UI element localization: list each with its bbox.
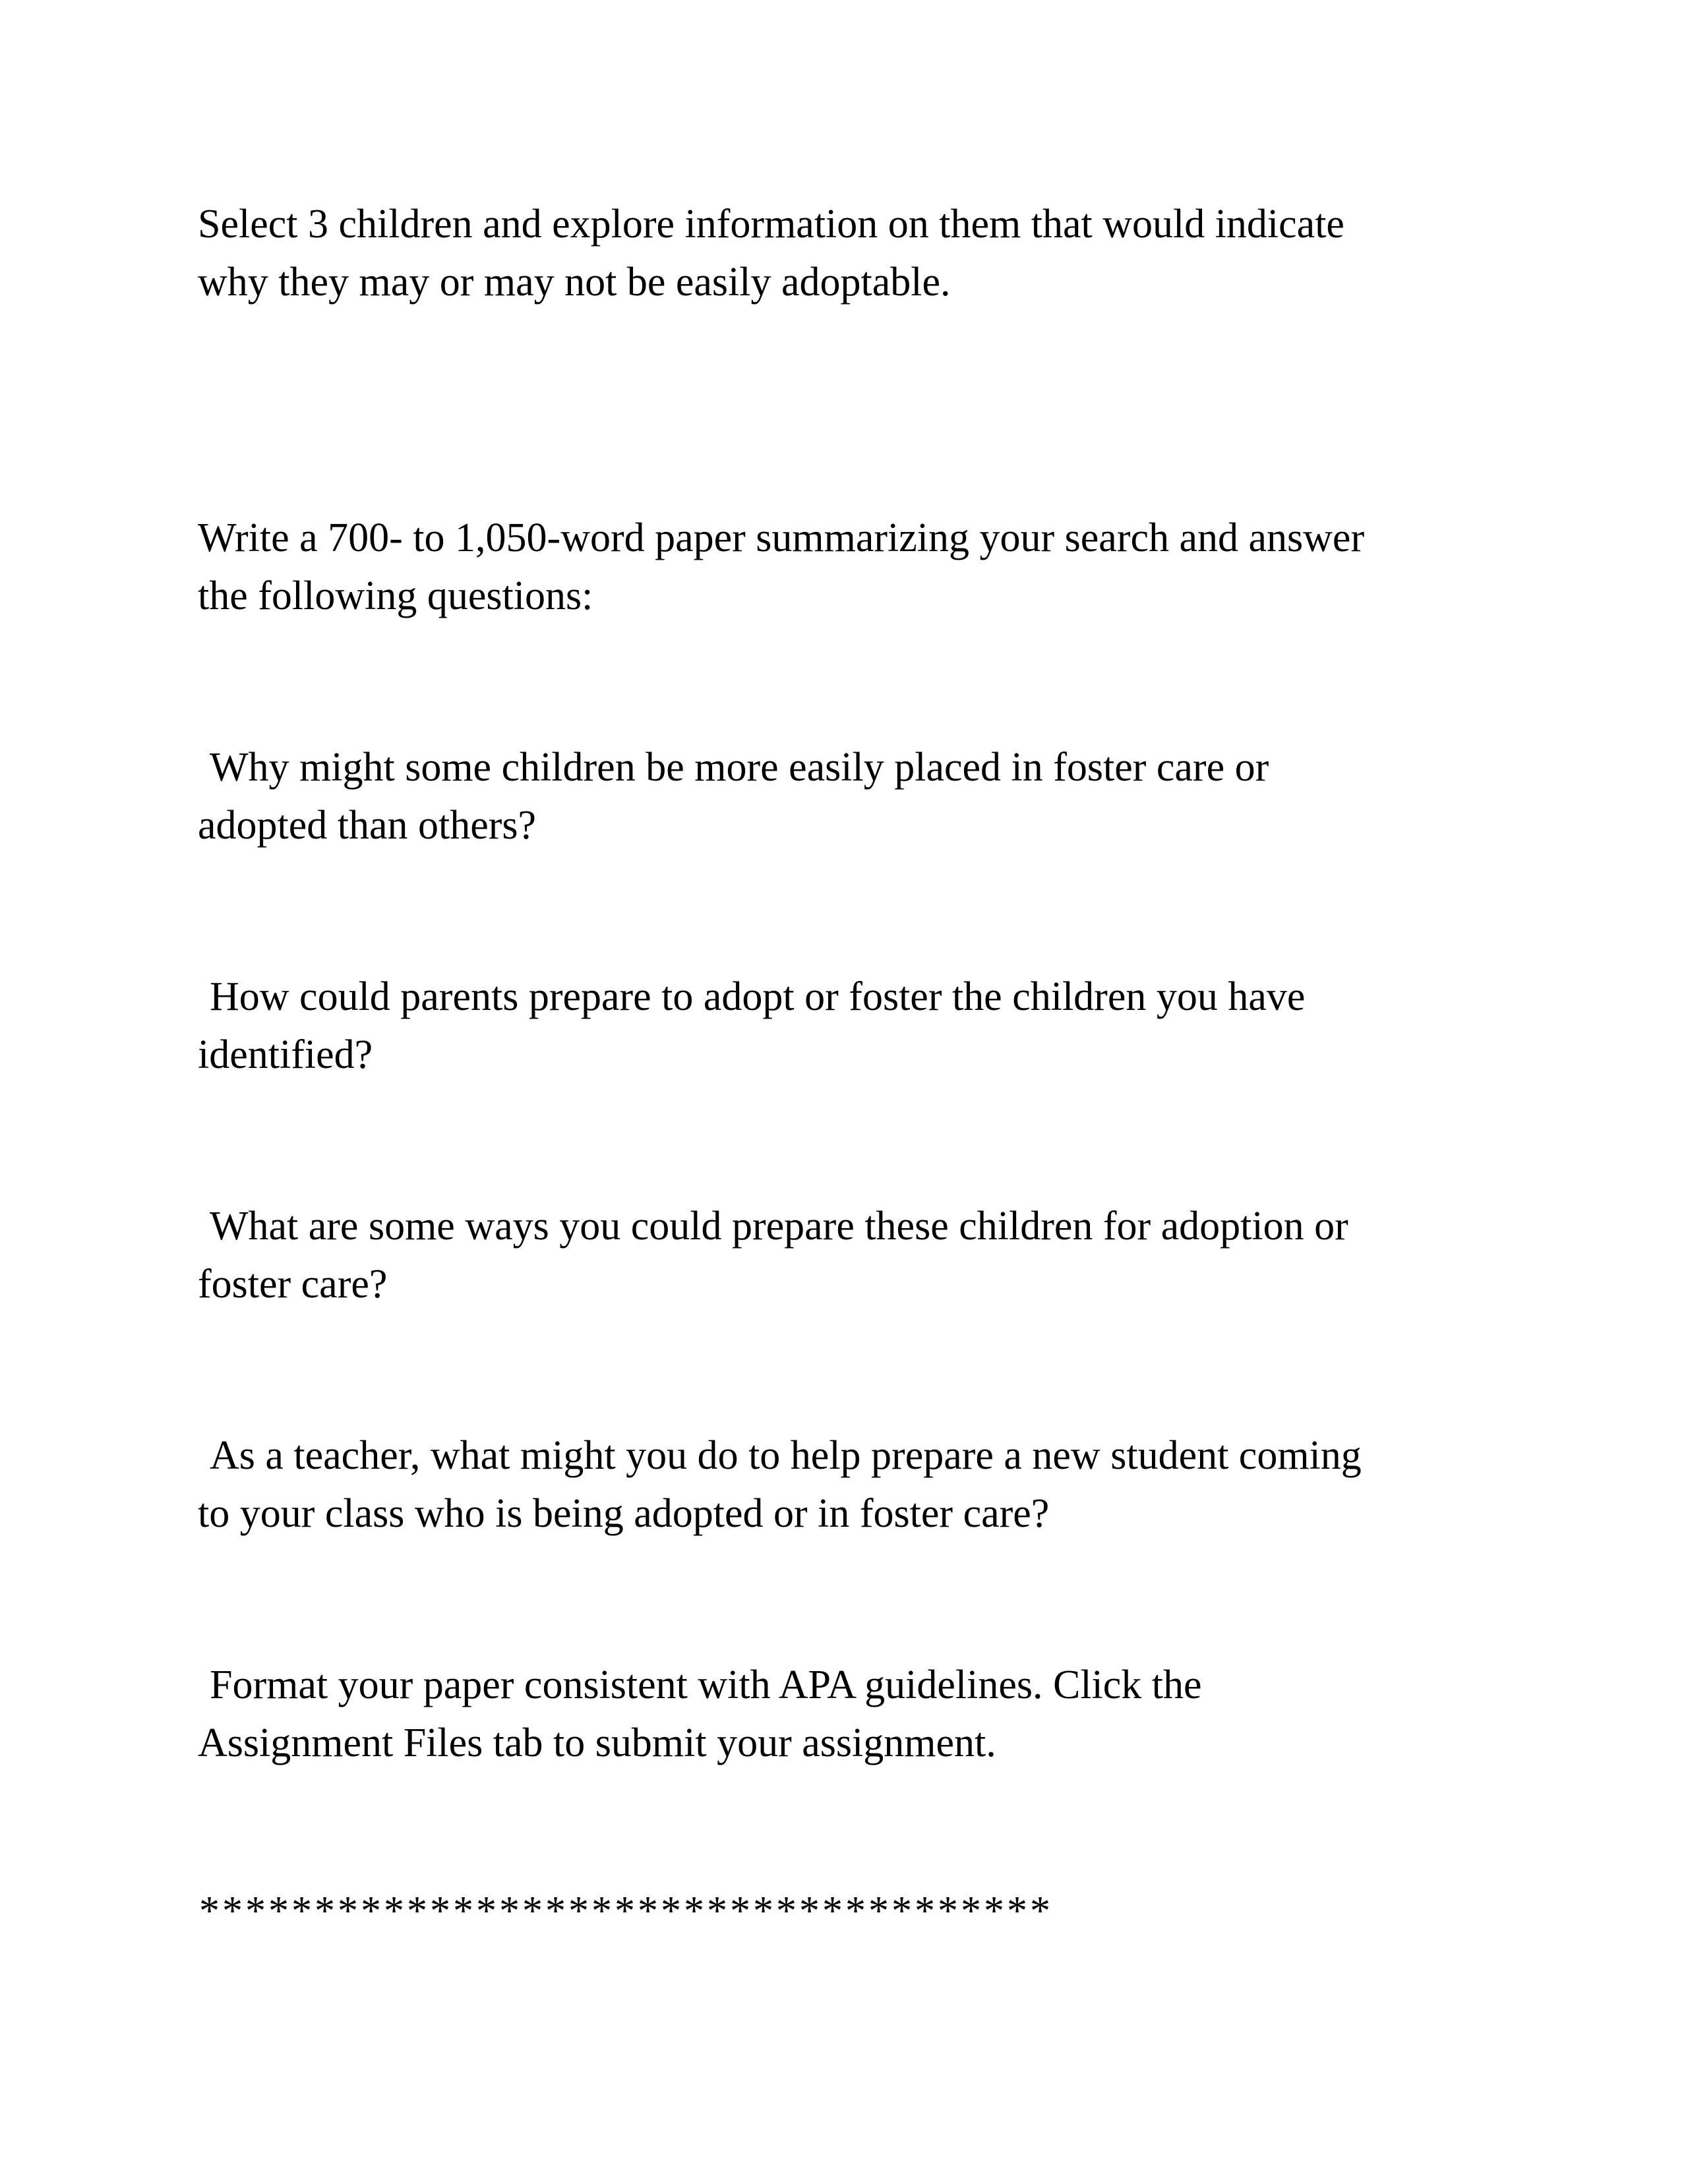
paragraph-line: Why might some children be more easily placed in foster care or [210, 745, 1269, 790]
question-1-paragraph [198, 738, 1517, 854]
instructions-paragraph [198, 509, 1517, 625]
paragraph-line: the following questions: [198, 574, 593, 618]
paragraph-line: How could parents prepare to adopt or foster the children you have [210, 974, 1306, 1019]
paragraph-line: why they may or may not be easily adoptable. [198, 260, 951, 305]
intro-paragraph [198, 195, 1517, 311]
paragraph-line: What are some ways you could prepare these children for adoption or [210, 1204, 1348, 1249]
paragraph-line: to your class who is being adopted or in foster care? [198, 1491, 1050, 1536]
format-paragraph [198, 1656, 1517, 1772]
paragraph-line: Write a 700- to 1,050-word paper summarizing your search and answer [198, 516, 1365, 560]
paragraph-line: Select 3 children and explore information on them that would indicate [198, 202, 1344, 247]
question-4-paragraph [198, 1427, 1517, 1543]
paragraph-line: foster care? [198, 1262, 388, 1307]
question-3-paragraph [198, 1197, 1517, 1313]
paragraph-line: Format your paper consistent with APA guidelines. Click the [210, 1663, 1202, 1707]
paragraph-line: adopted than others? [198, 803, 537, 848]
paragraph-line: identified? [198, 1032, 373, 1077]
paragraph-line: As a teacher, what might you do to help prepare a new student coming [210, 1433, 1362, 1478]
paragraph-line: Assignment Files tab to submit your assignment. [198, 1721, 996, 1765]
question-2-paragraph [198, 968, 1517, 1084]
asterisk-divider: ************************************* [199, 1889, 1053, 1933]
